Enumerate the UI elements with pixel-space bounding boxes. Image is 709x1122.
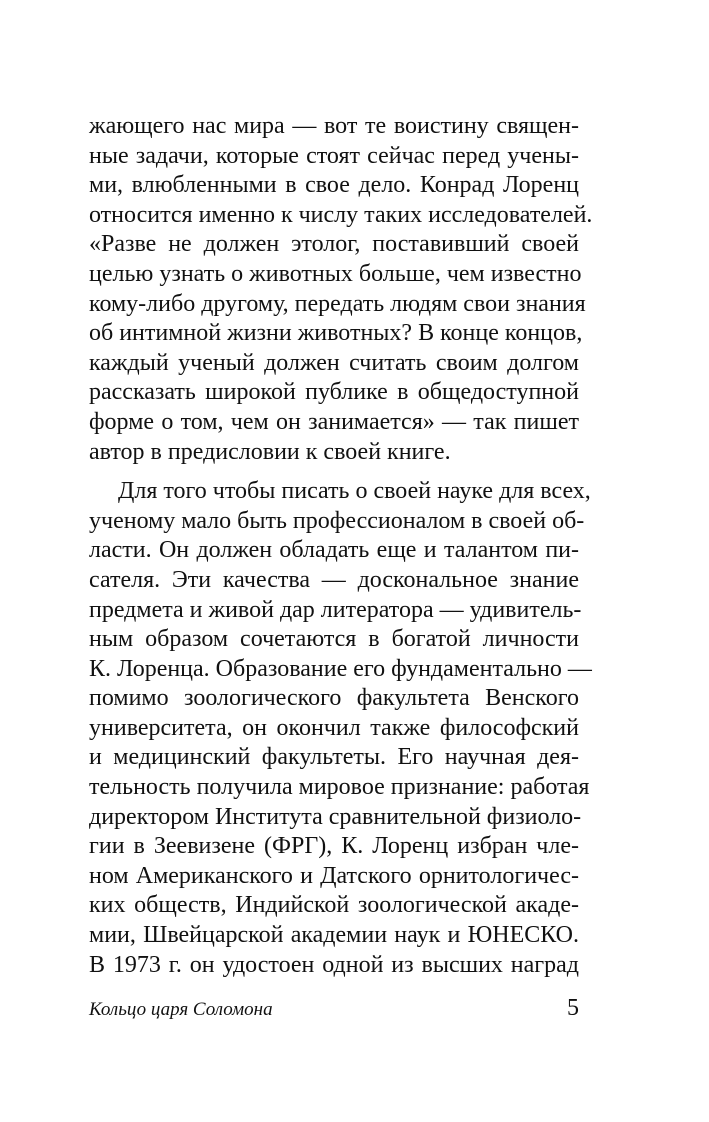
text-line: университета, он окончил также философский <box>89 714 579 741</box>
text-line: директором Института сравнительной физиоло- <box>89 803 582 830</box>
text-line: кому-либо другому, передать людям свои знания <box>89 290 586 317</box>
text-line: сателя. Эти качества — доскональное знание <box>89 566 579 593</box>
text-line: об интимной жизни животных? В конце концов, <box>89 320 583 347</box>
text-line: В 1973 г. он удостоен одной из высших наград <box>89 951 579 978</box>
page-footer <box>89 995 579 1025</box>
text-line: предмета и живой дар литератора — удивитель- <box>89 596 582 623</box>
text-line: ми, влюбленными в свое дело. Конрад Лоренц <box>89 172 579 199</box>
text-line: гии в Зеевизене (ФРГ), К. Лоренц избран чле- <box>89 833 579 860</box>
text-line: мии, Швейцарской академии наук и ЮНЕСКО. <box>89 922 579 949</box>
text-line: Для того чтобы писать о своей науке для всех, <box>118 478 591 505</box>
text-line: и медицинский факультеты. Его научная дея- <box>89 744 579 771</box>
text-line: форме о том, чем он занимается» — так пишет <box>89 408 579 435</box>
text-line: К. Лоренца. Образование его фундаментально — <box>89 655 592 682</box>
page-body <box>89 112 593 980</box>
page-number: 5 <box>567 995 579 1021</box>
text-line: ном Американского и Датского орнитологичес- <box>89 862 579 889</box>
text-line: целью узнать о животных больше, чем известно <box>89 260 582 287</box>
text-line: ученому мало быть профессионалом в своей об- <box>89 507 585 534</box>
text-line: ких обществ, Индийской зоологической акаде- <box>89 892 579 919</box>
paragraph-2 <box>89 477 592 980</box>
text-line: рассказать широкой публике в общедоступной <box>89 379 579 406</box>
paragraph-1 <box>89 112 593 467</box>
text-line: жающего нас мира — вот те воистину священ- <box>89 113 579 139</box>
text-line: ные задачи, которые стоят сейчас перед учены- <box>89 142 579 169</box>
paragraph-gap <box>89 467 579 477</box>
text-line: автор в предисловии к своей книге. <box>89 438 451 465</box>
text-line: помимо зоологического факультета Венского <box>89 685 579 712</box>
text-line: ным образом сочетаются в богатой личности <box>89 626 579 653</box>
text-line: каждый ученый должен считать своим долгом <box>89 349 579 376</box>
text-line: тельность получила мировое признание: работая <box>89 774 590 801</box>
running-title: Кольцо царя Соломона <box>89 999 273 1020</box>
text-line: ласти. Он должен обладать еще и талантом пи- <box>89 537 579 564</box>
text-line: «Разве не должен этолог, поставивший своей <box>89 231 579 258</box>
text-line: относится именно к числу таких исследователей. <box>89 201 593 228</box>
